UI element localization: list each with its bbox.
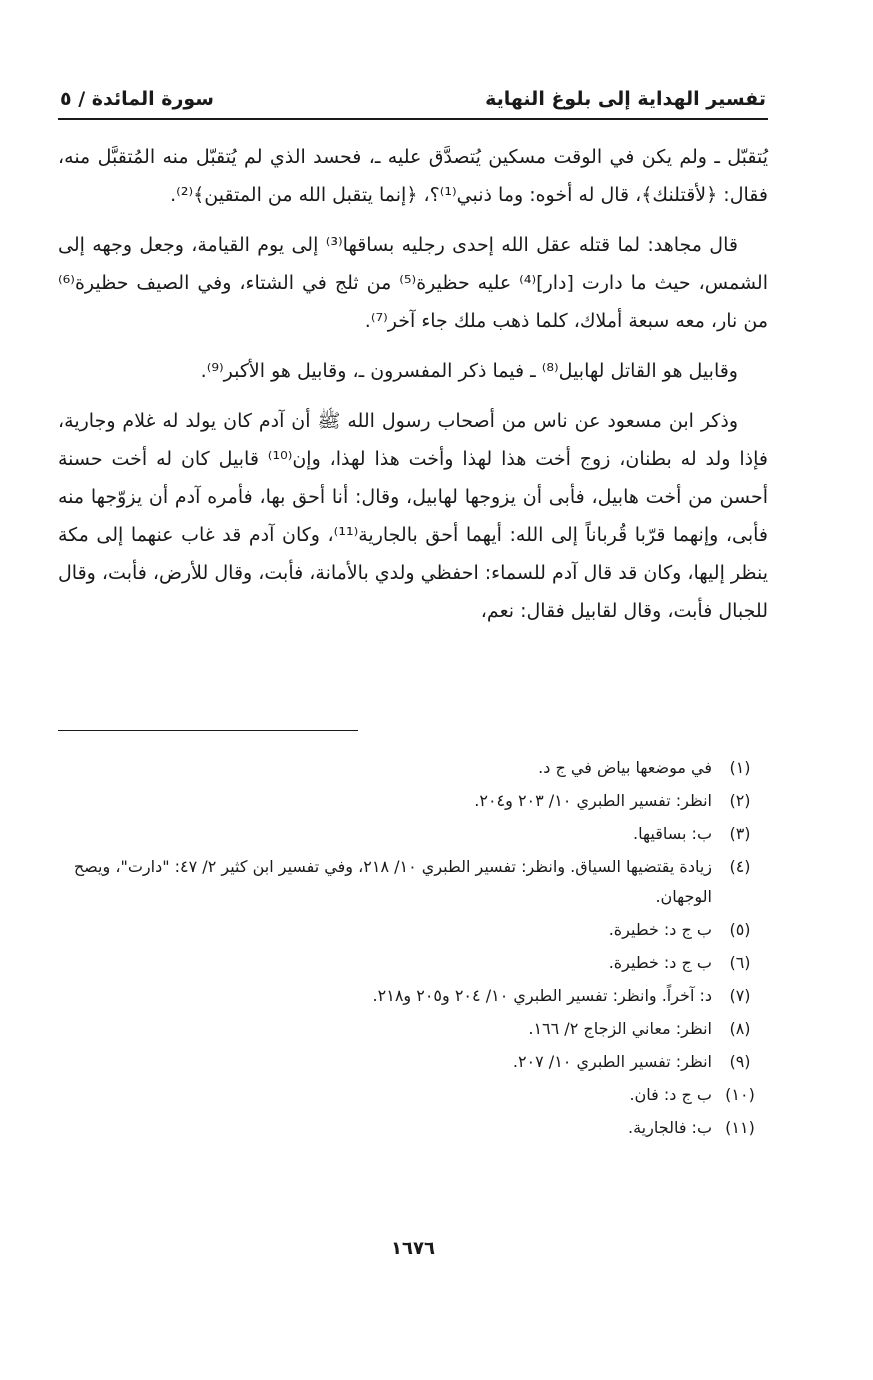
footnote <box>68 1014 768 1044</box>
footnote-text: ب: بساقيها. <box>633 824 712 843</box>
footnote-number: (٣) <box>729 824 751 843</box>
footnote <box>68 1080 768 1110</box>
footnote-text: انظر: معاني الزجاج ٢/ ١٦٦. <box>528 1019 712 1038</box>
footnote <box>68 852 768 912</box>
footnote-number: (١١) <box>725 1118 755 1137</box>
footnote-text: ب: فالجارية. <box>628 1118 712 1137</box>
footnote-number: (٧) <box>729 986 751 1005</box>
footnote-text: انظر: تفسير الطبري ١٠/ ٢٠٣ و٢٠٤. <box>474 791 712 810</box>
paragraph: وذكر ابن مسعود عن ناس من أصحاب رسول الله ﷺ أن آدم كان يولد له غلام وجارية، فإذا ولد له بطنان، زوج أخت هذا لهذا وأخت هذا لهذا، وإن⁽¹⁰⁾ قابيل كان له أخت حسنة أحسن من أخت هابيل، فأبى أن يزوجها لهابيل، وقال: أنا أحق بها، فأمره آدم أن يزوّجها منه فأبى، وإنهما قرّبا قُرباناً إلى الله: أيهما أحق بالجارية⁽¹¹⁾، وكان آدم قد غاب عنهما إلى مكة ينظر إليها، وكان قد قال آدم للسماء: احفظي ولدي بالأمانة، فأبت، وقال للأرض، فأبت، وقال للجبال فأبت، وقال لقابيل فقال: نعم، <box>58 410 768 622</box>
footnote <box>68 786 768 816</box>
footnote-number: (٤) <box>729 857 751 876</box>
footnote <box>68 948 768 978</box>
footnote-number: (٩) <box>729 1052 751 1071</box>
footnote-text: في موضعها بياض في ج د. <box>538 758 712 777</box>
footnote-number: (٢) <box>729 791 751 810</box>
paragraph: قال مجاهد: لما قتله عقل الله إحدى رجليه بساقها⁽³⁾ إلى يوم القيامة، وجعل وجهه إلى الشمس، حيث ما دارت [دار]⁽⁴⁾ عليه حظيرة⁽⁵⁾ من ثلج في الشتاء، وفي الصيف حظيرة⁽⁶⁾ من نار، معه سبعة أملاك، كلما ذهب ملك جاء آخر⁽⁷⁾. <box>58 234 768 332</box>
footnote-number: (٨) <box>729 1019 751 1038</box>
page <box>58 88 768 1259</box>
footnote <box>68 1047 768 1077</box>
footnote <box>68 1113 768 1143</box>
footnote-text: ب ج د: فان. <box>629 1085 712 1104</box>
footnote <box>68 981 768 1011</box>
page-number: ١٦٧٦ <box>391 1238 435 1259</box>
footnote <box>68 819 768 849</box>
footnote-separator <box>58 730 358 731</box>
surah-label: سورة المائدة / ٥ <box>60 88 214 110</box>
footnote-number: (٦) <box>729 953 751 972</box>
footnote-number: (٥) <box>729 920 751 939</box>
footnote <box>68 753 768 783</box>
footnote-text: انظر: تفسير الطبري ١٠/ ٢٠٧. <box>512 1052 712 1071</box>
running-header <box>58 88 768 118</box>
main-text <box>58 138 768 630</box>
footnote-text: ب ج د: خطيرة. <box>608 920 712 939</box>
footnote <box>68 915 768 945</box>
header-rule <box>58 118 768 120</box>
footnote-text: د: آخراً. وانظر: تفسير الطبري ١٠/ ٢٠٤ و٢٠٥ و٢١٨. <box>372 986 712 1005</box>
footnote-number: (١) <box>729 758 751 777</box>
paragraph: وقابيل هو القاتل لهابيل⁽⁸⁾ ـ فيما ذكر المفسرون ـ، وقابيل هو الأكبر⁽⁹⁾. <box>200 360 738 382</box>
footnote-text: زيادة يقتضيها السياق. وانظر: تفسير الطبري ١٠/ ٢١٨، وفي تفسير ابن كثير ٢/ ٤٧: "دارت"، ويصح الوجهان. <box>73 857 712 906</box>
footnote-text: ب ج د: خطيرة. <box>608 953 712 972</box>
paragraph: يُتقبّل ـ ولم يكن في الوقت مسكين يُتصدَّق عليه ـ، فحسد الذي لم يُتقبّل منه المُتقبَّل منه، فقال: ﴿لأقتلنك﴾، قال له أخوه: وما ذنبي⁽¹⁾؟، ﴿إنما يتقبل الله من المتقين﴾⁽²⁾. <box>58 146 768 206</box>
footnote-number: (١٠) <box>725 1085 755 1104</box>
footnotes <box>68 753 768 1146</box>
book-title: تفسير الهداية إلى بلوغ النهاية <box>485 88 766 110</box>
